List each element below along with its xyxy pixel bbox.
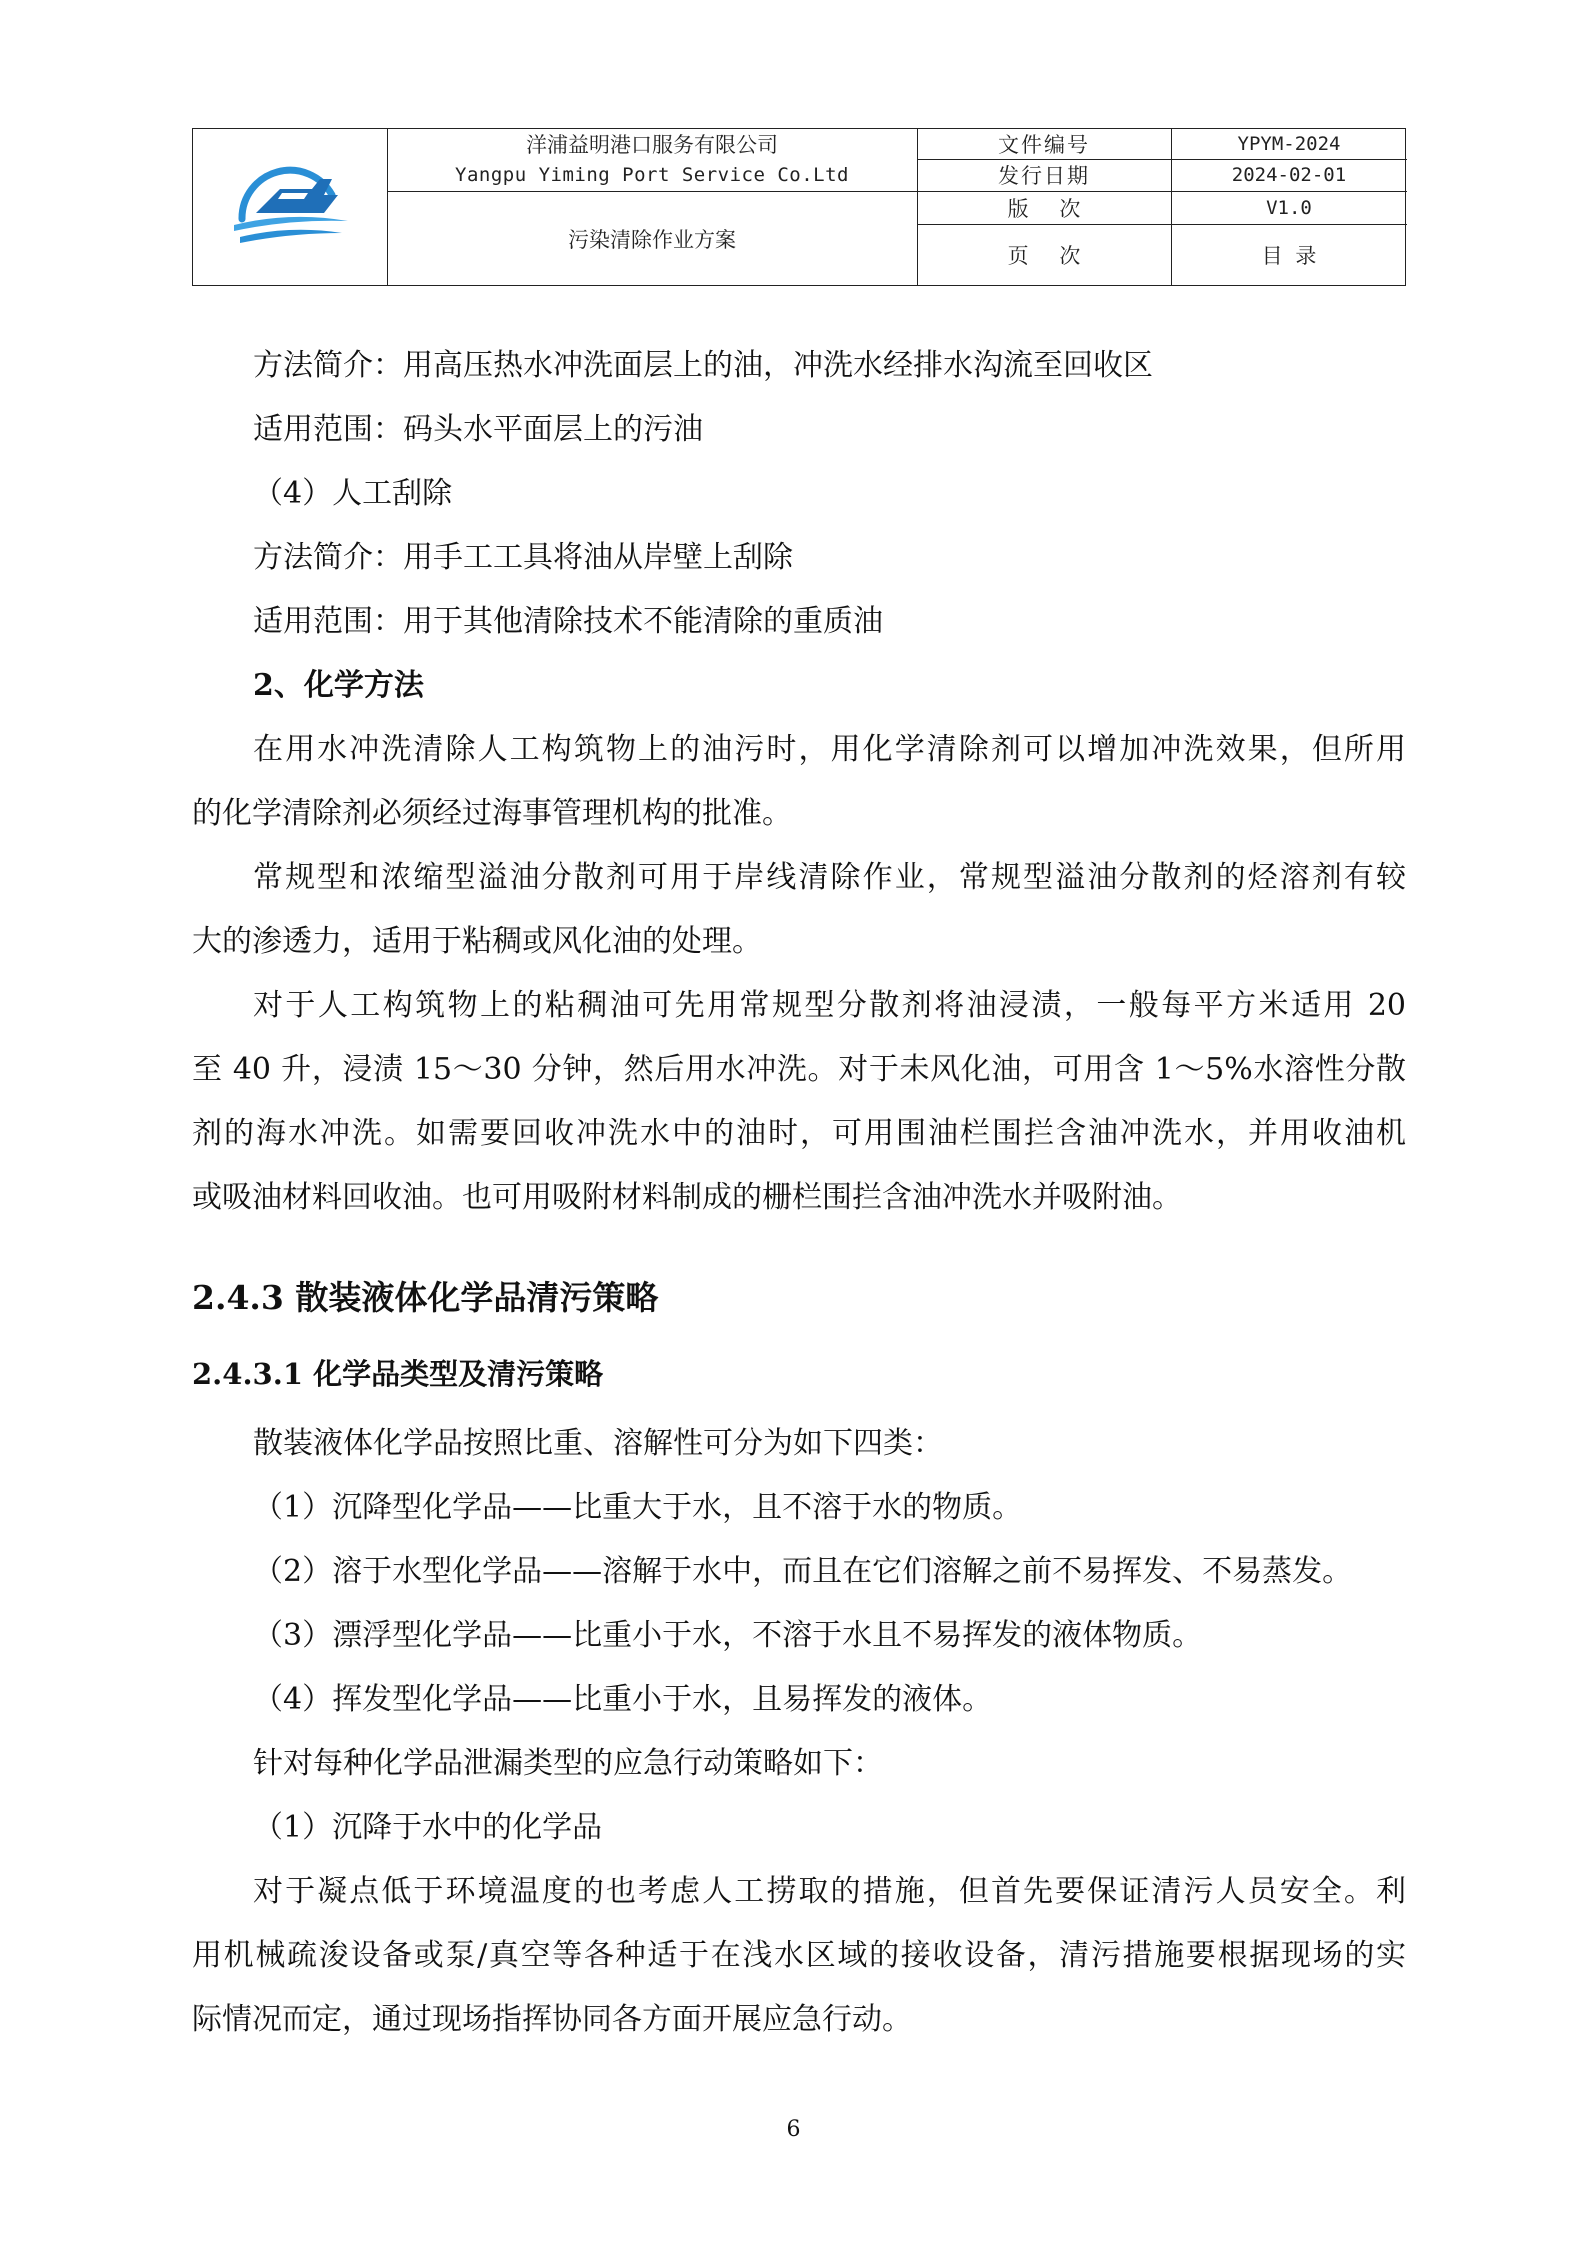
paragraph-line: 方法简介：用高压热水冲洗面层上的油，冲洗水经排水沟流至回收区 (253, 348, 1153, 383)
list-item: （4）人工刮除 (253, 476, 453, 511)
paragraph-line: 的化学清除剂必须经过海事管理机构的批准。 (192, 796, 792, 831)
issue-date-value: 2024-02-01 (1231, 164, 1347, 186)
company-name-en: Yangpu Yiming Port Service Co.Ltd (455, 164, 849, 186)
list-item: （1）沉降型化学品——比重大于水，且不溶于水的物质。 (253, 1490, 1023, 1525)
paragraph-text: 剂的海水冲洗。如需要回收冲洗水中的油时，可用围油栏围拦含油冲洗水，并用收油机 (192, 1116, 1406, 1151)
paragraph-text: 在用水冲洗清除人工构筑物上的油污时，用化学清除剂可以增加冲洗效果，但所用 (253, 732, 1406, 767)
company-name-cn: 洋浦益明港口服务有限公司 (526, 133, 778, 157)
paragraph-line: 适用范围：用于其他清除技术不能清除的重质油 (253, 604, 883, 639)
page-label: 页 次 (1007, 243, 1081, 268)
page-value: 目 录 (1261, 243, 1317, 268)
paragraph-line (192, 1924, 1406, 1988)
paragraph-line (253, 1860, 1406, 1924)
file-number-label: 文件编号 (998, 133, 1090, 157)
paragraph-line (253, 846, 1406, 910)
paragraph-line: 散装液体化学品按照比重、溶解性可分为如下四类： (253, 1426, 943, 1461)
list-item: （1）沉降于水中的化学品 (253, 1810, 603, 1845)
company-logo (193, 129, 387, 285)
list-item: （3）漂浮型化学品——比重小于水，不溶于水且不易挥发的液体物质。 (253, 1618, 1203, 1653)
version-label: 版 次 (1007, 196, 1081, 221)
paragraph-line (192, 1038, 1406, 1102)
paragraph-line (253, 974, 1406, 1038)
version-value: V1.0 (1266, 196, 1312, 219)
subsection-heading: 2.4.3.1 化学品类型及清污策略 (192, 1357, 604, 1391)
paragraph-line: 际情况而定，通过现场指挥协同各方面开展应急行动。 (192, 2002, 912, 2037)
paragraph-text: 常规型和浓缩型溢油分散剂可用于岸线清除作业，常规型溢油分散剂的烃溶剂有较 (253, 860, 1406, 895)
paragraph-line: 或吸油材料回收油。也可用吸附材料制成的栅栏围拦含油冲洗水并吸附油。 (192, 1180, 1182, 1215)
section-heading: 2.4.3 散装液体化学品清污策略 (192, 1278, 659, 1317)
file-number-value: YPYM-2024 (1237, 133, 1341, 155)
list-item: （2）溶于水型化学品——溶解于水中，而且在它们溶解之前不易挥发、不易蒸发。 (253, 1554, 1353, 1589)
section-subheading: 2、化学方法 (253, 668, 424, 703)
company-name (387, 129, 917, 191)
document-header-table (192, 128, 1406, 286)
paragraph-text: 用机械疏浚设备或泵/真空等各种适于在浅水区域的接收设备，清污措施要根据现场的实 (192, 1938, 1406, 1973)
paragraph-line: 针对每种化学品泄漏类型的应急行动策略如下： (253, 1746, 883, 1781)
paragraph-text: 至 40 升，浸渍 15～30 分钟，然后用水冲洗。对于未风化油，可用含 1～5%水溶性分散 (192, 1052, 1406, 1087)
page-number: 6 (786, 2117, 801, 2142)
paragraph-line: 大的渗透力，适用于粘稠或风化油的处理。 (192, 924, 762, 959)
document-title: 污染清除作业方案 (568, 228, 736, 252)
paragraph-text: 对于人工构筑物上的粘稠油可先用常规型分散剂将油浸渍，一般每平方米适用 20 (253, 988, 1406, 1023)
paragraph-line: 方法简介：用手工工具将油从岸壁上刮除 (253, 540, 793, 575)
paragraph-line: 适用范围：码头水平面层上的污油 (253, 412, 703, 447)
paragraph-text: 对于凝点低于环境温度的也考虑人工捞取的措施，但首先要保证清污人员安全。利 (253, 1874, 1406, 1909)
paragraph-line (192, 1102, 1406, 1166)
paragraph-line (253, 718, 1406, 782)
ship-logo-icon (220, 159, 360, 255)
issue-date-label: 发行日期 (998, 164, 1090, 188)
list-item: （4）挥发型化学品——比重小于水，且易挥发的液体。 (253, 1682, 993, 1717)
